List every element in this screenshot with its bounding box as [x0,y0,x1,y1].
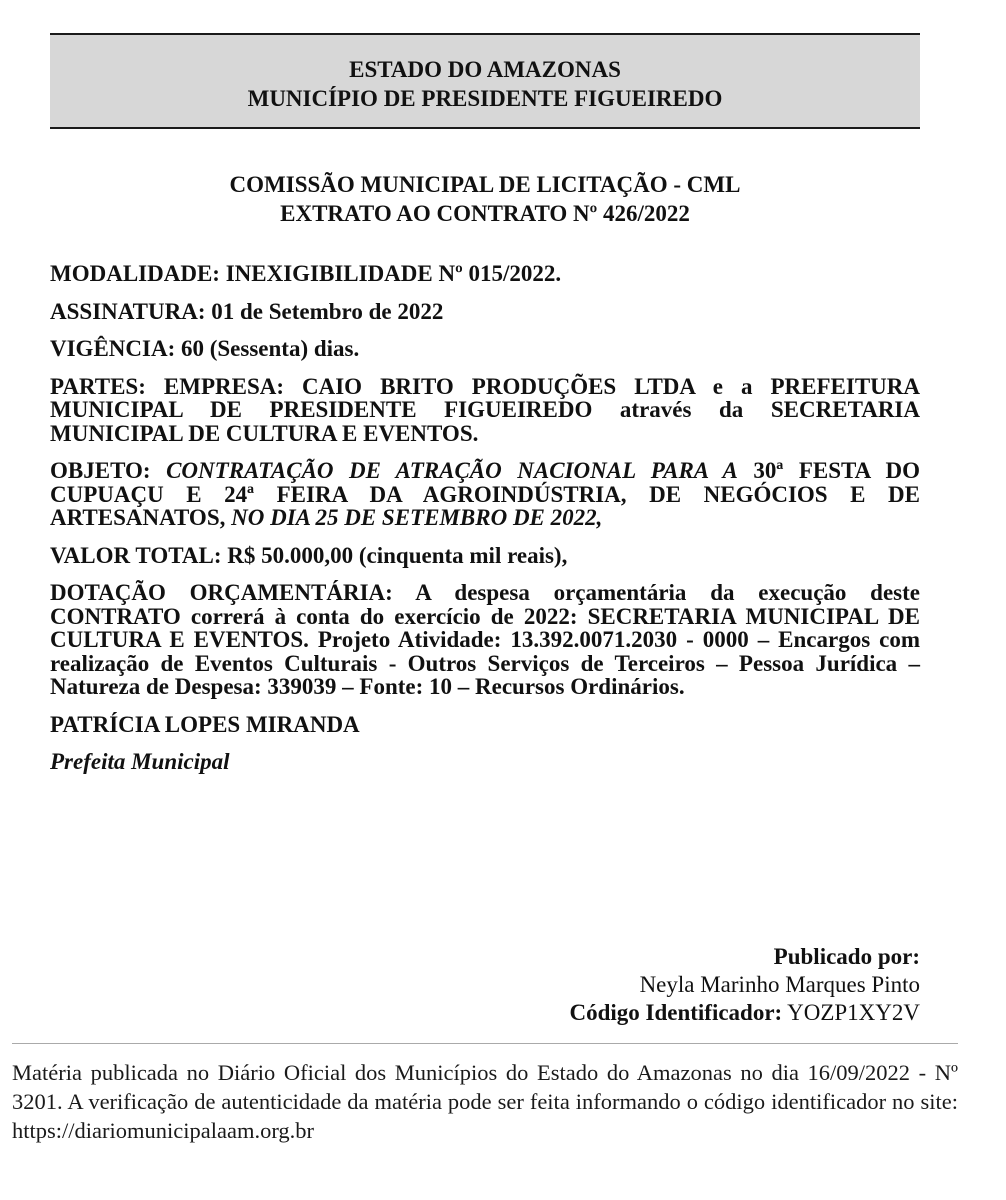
assinatura-line: ASSINATURA: 01 de Setembro de 2022 [50,298,444,324]
identifier-code-value: YOZP1XY2V [782,1000,920,1025]
contract-extract-title: EXTRATO AO CONTRATO Nº 426/2022 [280,201,690,226]
objeto-italic-text: CONTRATAÇÃO DE ATRAÇÃO NACIONAL PARA A [166,458,738,483]
signatory-name: PATRÍCIA LOPES MIRANDA [50,711,360,737]
state-name: ESTADO DO AMAZONAS [349,57,621,82]
objeto-event-text: 30ª FESTA DO CUPUAÇU E 24ª FEIRA DA AGROINDÚSTRIA, DE NEGÓCIOS E DE ARTESANATOS, [50,458,920,530]
footer-divider [12,1043,958,1044]
commission-title: COMISSÃO MUNICIPAL DE LICITAÇÃO - CML [229,172,741,197]
partes-paragraph: PARTES: EMPRESA: CAIO BRITO PRODUÇÕES LTDA e a PREFEITURA MUNICIPAL DE PRESIDENTE FIGUEIREDO através da SECRETARIA MUNICIPAL DE CULTURA E EVENTOS. [50,373,920,446]
publication-footer-note: Matéria publicada no Diário Oficial dos Municípios do Estado do Amazonas no dia 16/09/2022 - Nº 3201. A verificação de autenticidade da matéria pode ser feita informando o código identificador no site: https://diariomunicipalaam.org.br [12,1060,958,1143]
municipality-name: MUNICÍPIO DE PRESIDENTE FIGUEIREDO [247,86,723,111]
objeto-paragraph [50,459,920,530]
objeto-label: OBJETO: [50,458,167,483]
dotacao-paragraph: DOTAÇÃO ORÇAMENTÁRIA: A despesa orçamentária da execução deste CONTRATO correrá à conta do exercício de 2022: SECRETARIA MUNICIPAL DE CULTURA E EVENTOS. Projeto Atividade: 13.392.0071.2030 - 0000 – Encargos com realização de Eventos Culturais - Outros Serviços de Terceiros – Pessoa Jurídica – Natureza de Despesa: 339039 – Fonte: 10 – Recursos Ordinários. [50,580,920,699]
section-heading [50,170,920,228]
state-header-box [50,33,920,129]
objeto-date-text: NO DIA 25 DE SETEMBRO DE 2022, [225,505,603,530]
identifier-code-label: Código Identificador: [569,1000,783,1025]
publication-block [50,943,920,1027]
publisher-name: Neyla Marinho Marques Pinto [639,972,920,997]
vigencia-line: VIGÊNCIA: 60 (Sessenta) dias. [50,336,360,361]
valor-line: VALOR TOTAL: R$ 50.000,00 (cinquenta mil reais), [50,542,568,568]
signatory-title: Prefeita Municipal [50,749,230,774]
contract-details [50,262,920,788]
published-by-label: Publicado por: [773,944,920,969]
modalidade-line: MODALIDADE: INEXIGIBILIDADE Nº 015/2022. [50,261,562,286]
identifier-code-line [50,999,920,1027]
